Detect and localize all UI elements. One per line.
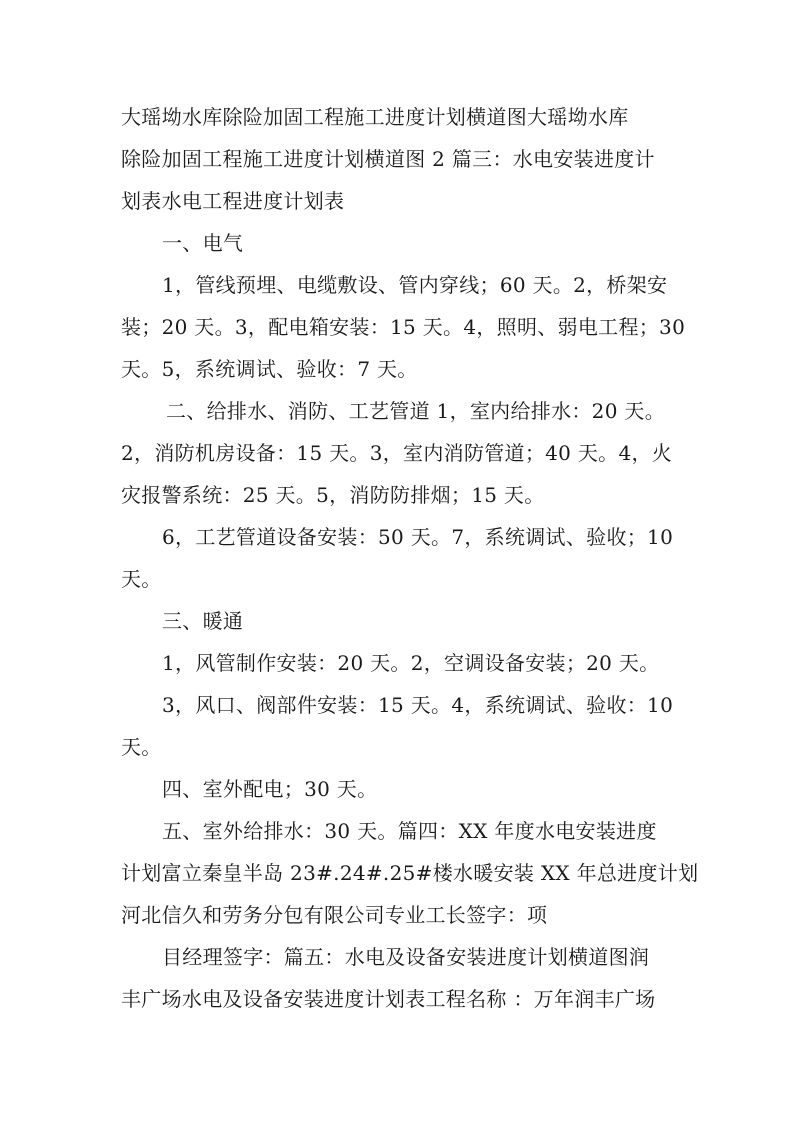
paragraph-title-line-1: 大瑶坳水库除险加固工程施工进度计划横道图大瑶坳水库 xyxy=(121,105,629,129)
plumbing-line-5: 天。 xyxy=(121,567,162,591)
paragraph-line-chapter5-2: 丰广场水电及设备安装进度计划表工程名称 ：万年润丰广场 xyxy=(121,987,656,1011)
plumbing-line-3: 灾报警系统：25 天。5，消防防排烟；15 天。 xyxy=(121,483,545,507)
plumbing-line-4: 6，工艺管道设备安装：50 天。7，系统调试、验收；10 xyxy=(162,525,674,549)
paragraph-line-chapter5-1: 目经理签字：篇五：水电及设备安装进度计划横道图润 xyxy=(162,945,650,969)
paragraph-title-line-3: 划表水电工程进度计划表 xyxy=(121,189,345,213)
plumbing-line-2: 2，消防机房设备：15 天。3，室内消防管道；40 天。4，火 xyxy=(121,441,673,465)
section-heading-electrical: 一、电气 xyxy=(162,231,244,255)
hvac-line-3: 天。 xyxy=(121,735,162,759)
section-heading-outdoor-water: 五、室外给排水：30 天。篇四：XX 年度水电安装进度 xyxy=(162,819,657,843)
paragraph-line-chapter4-3: 河北信久和劳务分包有限公司专业工长签字：项 xyxy=(121,903,548,927)
electrical-line-1: 1，管线预埋、电缆敷设、管内穿线；60 天。2，桥架安 xyxy=(162,273,668,297)
electrical-line-3: 天。5，系统调试、验收：7 天。 xyxy=(121,357,418,381)
section-heading-plumbing: 二、给排水、消防、工艺管道 1，室内给排水：20 天。 xyxy=(166,399,665,423)
electrical-line-2: 装；20 天。3，配电箱安装：15 天。4，照明、弱电工程；30 xyxy=(121,315,686,339)
paragraph-title-line-2: 除险加固工程施工进度计划横道图 2 篇三：水电安装进度计 xyxy=(121,147,655,171)
hvac-line-1: 1，风管制作安装：20 天。2，空调设备安装；20 天。 xyxy=(162,651,660,675)
hvac-line-2: 3，风口、阀部件安装：15 天。4，系统调试、验收：10 xyxy=(162,693,674,717)
section-heading-hvac: 三、暖通 xyxy=(162,609,244,633)
section-heading-outdoor-power: 四、室外配电；30 天。 xyxy=(162,777,378,801)
paragraph-line-chapter4-2: 计划富立秦皇半岛 23#.24#.25#楼水暖安装 XX 年总进度计划 xyxy=(121,861,699,885)
